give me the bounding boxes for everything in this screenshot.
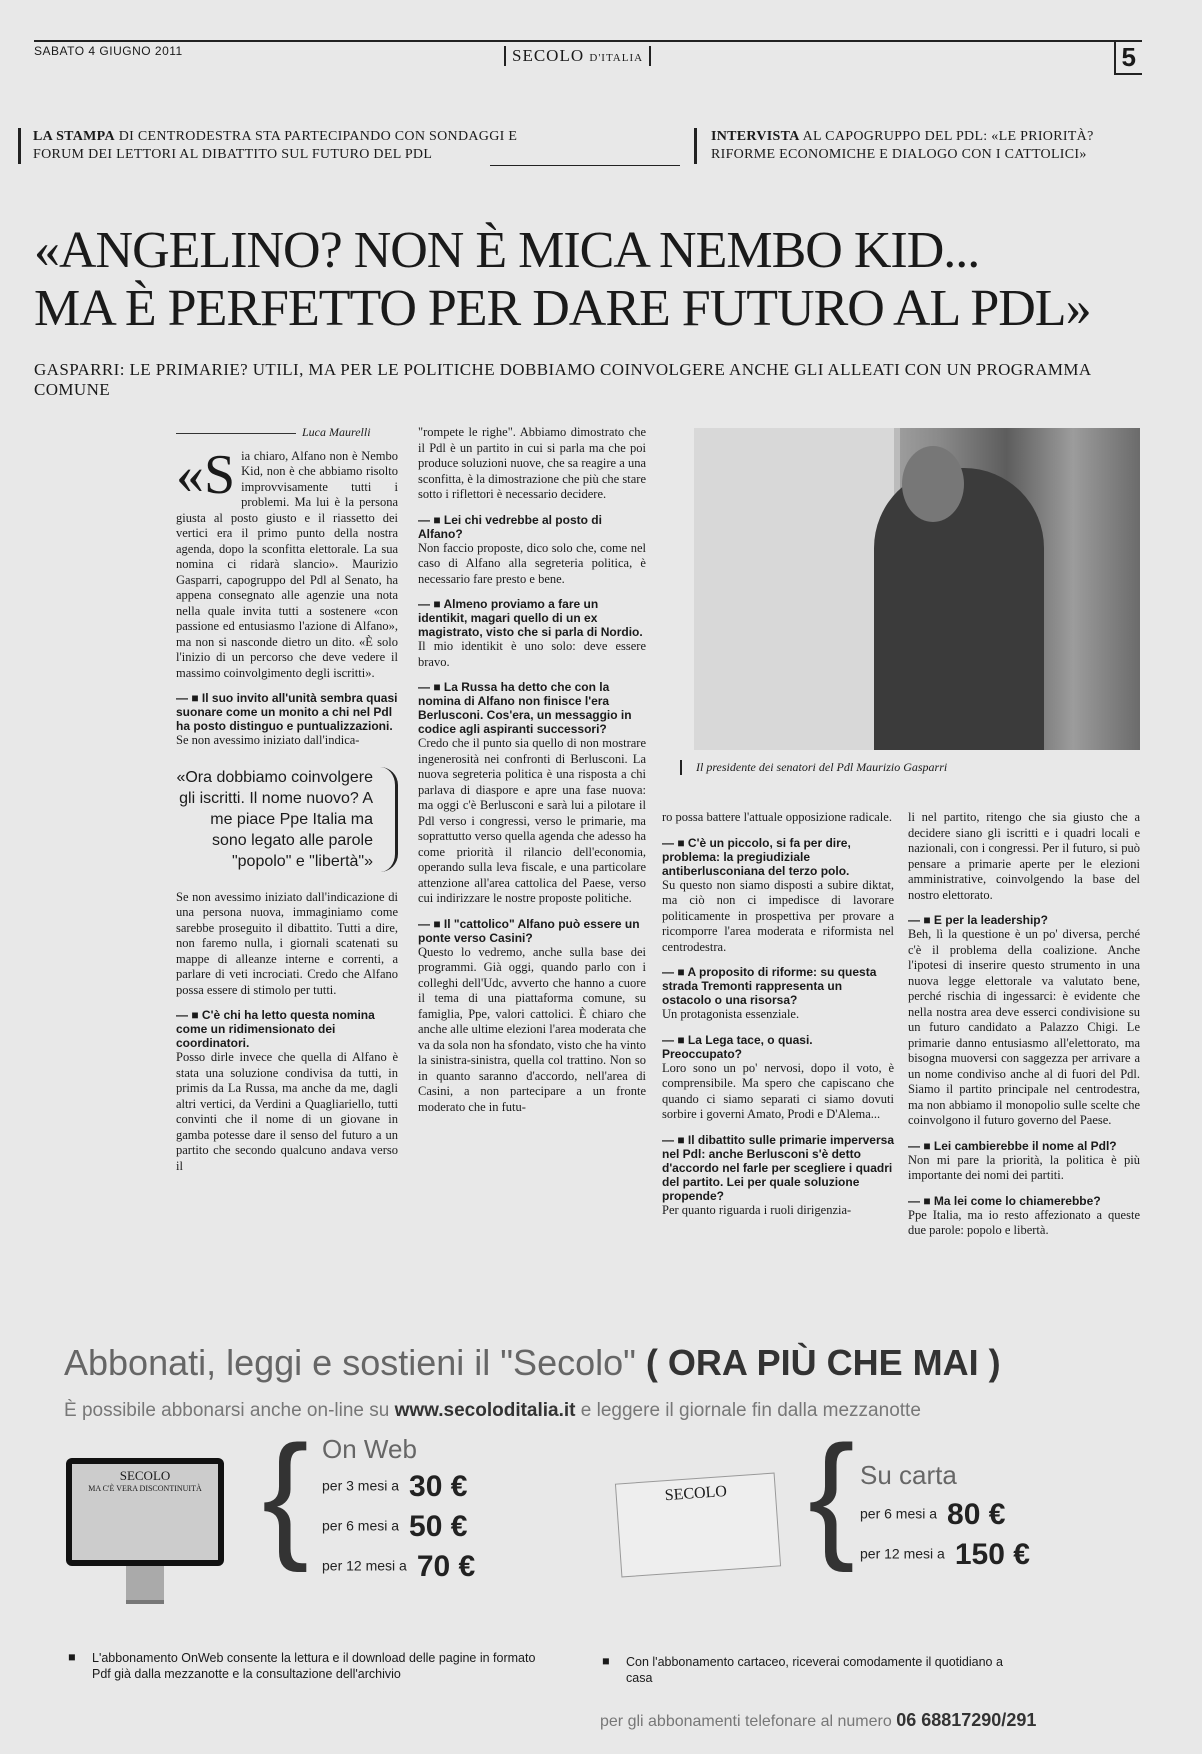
answer: ro possa battere l'attuale opposizione radicale. bbox=[662, 810, 892, 824]
print-price: 150 € bbox=[954, 1538, 1030, 1571]
subscription-ad bbox=[0, 1330, 1202, 1754]
kicker-left bbox=[18, 128, 543, 164]
web-price: 50 € bbox=[409, 1510, 468, 1543]
question: — ■ E per la leadership? bbox=[908, 913, 1140, 927]
question: — ■ A proposito di riforme: su questa strada Tremonti rappresenta un ostacolo o una risorsa? bbox=[662, 965, 894, 1007]
web-price-row bbox=[322, 1510, 467, 1544]
print-price-row bbox=[860, 1498, 1005, 1532]
note-print: ■ Con l'abbonamento cartaceo, riceverai comodamente il quotidiano a casa bbox=[626, 1654, 1006, 1686]
web-price-label: per 6 mesi a bbox=[322, 1517, 400, 1534]
kicker-divider bbox=[490, 165, 680, 166]
headline bbox=[34, 222, 1154, 338]
photo-building bbox=[694, 428, 900, 750]
photo-caption: Il presidente dei senatori del Pdl Maurizio Gasparri bbox=[680, 760, 1156, 775]
monitor-screen bbox=[72, 1464, 218, 1560]
article-column-4 bbox=[908, 810, 1140, 1239]
question: — ■ Il suo invito all'unità sembra quasi suonare come un monito a chi nel Pdl ha posto distinguo e puntualizzazioni. bbox=[176, 691, 398, 733]
kicker-left-text: DI CENTRODESTRA STA PARTECIPANDO CON SONDAGGI E FORUM DEI LETTORI AL DIBATTITO SUL FUTURO DEL PDL bbox=[33, 129, 518, 162]
monitor-stand bbox=[126, 1566, 164, 1604]
answer: Se non avessimo iniziato dall'indicazione di una persona nuova, immaginiamo come sarebbe proseguito il dibattito. Tutti a dire, non faremo nulla, i giornali scatenati su mappe di alleanze interne e correnti, a parlare di veti incrociati. Credo che Alfano possa essere di stimolo per tutti. bbox=[176, 889, 398, 997]
web-heading: On Web bbox=[322, 1434, 417, 1464]
page-number: 5 bbox=[1114, 42, 1142, 75]
ad-url: www.secoloditalia.it bbox=[394, 1400, 576, 1421]
web-price: 70 € bbox=[416, 1550, 476, 1583]
web-price-row bbox=[322, 1550, 475, 1584]
ad-subtitle-post: e leggere il giornale fin dalla mezzanotte bbox=[580, 1400, 921, 1421]
answer: Ppe Italia, ma io resto affezionato a queste due parole: popolo e libertà. bbox=[908, 1207, 1140, 1237]
kicker-right-text: AL CAPOGRUPPO DEL PDL: «LE PRIORITÀ? RIFORME ECONOMICHE E DIALOGO CON I CATTOLICI» bbox=[711, 129, 1094, 162]
article-column-2 bbox=[418, 425, 646, 1115]
question: — ■ Il "cattolico" Alfano può essere un ponte verso Casini? bbox=[418, 917, 646, 945]
answer: "rompete le righe". Abbiamo dimostrato che il Pdl è un partito in cui si parla ma che poi produce soluzioni nuove, che sa reagire a una sconfitta, è la dimostrazione che più che stare sotto i riflettori è necessario decidere. bbox=[418, 425, 646, 501]
answer: Se non avessimo iniziato dall'indica- bbox=[176, 733, 360, 747]
lead-text: ia chiaro, Alfano non è Nembo Kid, non è che abbiamo risolto improvvisamente tutti i problemi. Ma lui è la persona giusta al posto giusto e il riassetto dei vertici era il primo punto della nostra agenda, dopo la sconfitta elettorale. La sua nomina ci ridarà slancio». Maurizio Gasparri, capogruppo del Pdl al Senato, ha appena consegnato alle agenzie una nota nella quale invita tutti a sostenere «con passione ed entusiasmo l'azione di Alfano», ma non si nasconde dietro un dito. «È solo l'inizio di un percorso che deve vedere il massimo coinvolgimento degli iscritti». bbox=[176, 448, 398, 680]
pull-quote: «Ora dobbiamo coinvolgere gli iscritti. Il nome nuovo? A me piace Ppe Italia ma sono legato alle parole "popolo" e "libertà"» bbox=[176, 767, 398, 872]
article-column-3 bbox=[662, 810, 894, 1218]
brace-print: { bbox=[808, 1416, 855, 1573]
ad-subtitle-pre: È possibile abbonarsi anche on-line su bbox=[64, 1400, 390, 1421]
masthead-suffix: D'ITALIA bbox=[589, 52, 644, 64]
monitor-logo: SECOLO bbox=[119, 1468, 171, 1483]
web-price-row bbox=[322, 1470, 467, 1504]
question: — ■ La Lega tace, o quasi. Preoccupato? bbox=[662, 1033, 894, 1061]
question: — ■ C'è un piccolo, si fa per dire, problema: la pregiudiziale antiberlusconiana del terzo polo. bbox=[662, 836, 894, 878]
answer: Un protagonista essenziale. bbox=[662, 1007, 800, 1021]
ad-title-main: Abbonati, leggi e sostieni il "Secolo" bbox=[64, 1342, 636, 1383]
note-web: ■ L'abbonamento OnWeb consente la lettura e il download delle pagine in formato Pdf già dalla mezzanotte e la consultazione dell'archivio bbox=[92, 1650, 552, 1682]
kicker-right-lead: INTERVISTA bbox=[711, 129, 800, 144]
ad-title bbox=[64, 1342, 1001, 1384]
brace-web: { bbox=[262, 1416, 309, 1573]
ad-title-tag: ( ORA PIÙ CHE MAI ) bbox=[645, 1342, 1001, 1383]
question: — ■ Il dibattito sulle primarie imperversa nel Pdl: anche Berlusconi s'è detto d'accordo nel farle per scegliere i quadri del partito. Lei per quale soluzione propende? bbox=[662, 1133, 894, 1203]
subheadline: GASPARRI: LE PRIMARIE? UTILI, MA PER LE POLITICHE DOBBIAMO COINVOLGERE ANCHE GLI ALLEATI CON UN PROGRAMMA COMUNE bbox=[34, 360, 1091, 399]
web-price-label: per 12 mesi a bbox=[322, 1557, 407, 1574]
kicker-right bbox=[694, 128, 1161, 164]
headline-line-2: MA È PERFETTO PER DARE FUTURO AL PDL» bbox=[34, 280, 1091, 337]
answer: Loro sono un po' nervosi, dopo il voto, è comprensibile. Ma spero che capiscano che quando ci siamo separati ci siamo dovuti sorbire i governi Amato, Prodi e D'Alema... bbox=[662, 1060, 894, 1121]
web-price: 30 € bbox=[409, 1470, 468, 1503]
answer: Beh, lì la questione è un po' diversa, perché c'è il problema della coalizione. Anche l'ipotesi di inserire questo strumento in una nuova legge elettorale va valutato bene, perché rischia di ingessarci: è evidente che nella nostra area deve esserci condivisione su un futuro candidato a Palazzo Chigi. Le primarie danno entusiasmo all'elettorato, ma bisogna muoversi con saggezza per arrivare a un nome condiviso anche al di fuori del Pdl. Siamo il partito principale nel centrodestra, ma non abbiamo il monopolio sulle scelte che coinvolgono il futuro governo del Paese. bbox=[908, 927, 1140, 1127]
answer: li nel partito, ritengo che sia giusto che a decidere siano gli iscritti e i quadri locali e nazionali, con i congressi. Per il futuro, si può pensare a primarie aperte per le elezioni amministrative, coinvolgendo la base del nostro elettorato. bbox=[908, 810, 1140, 902]
print-price-label: per 12 mesi a bbox=[860, 1545, 945, 1562]
question: — ■ Ma lei come lo chiamerebbe? bbox=[908, 1194, 1140, 1208]
question: — ■ La Russa ha detto che con la nomina di Alfano non finisce l'era Berlusconi. Cos'era, un messaggio in codice agli aspiranti successori? bbox=[418, 680, 646, 736]
monitor-headline: MA C'È VERA DISCONTINUITÀ bbox=[88, 1484, 202, 1493]
drop-cap: «S bbox=[176, 443, 236, 506]
answer: Per quanto riguarda i ruoli dirigenzia- bbox=[662, 1202, 852, 1217]
article-column-1 bbox=[176, 425, 398, 1174]
print-price: 80 € bbox=[947, 1498, 1006, 1531]
answer: Il mio identikit è uno solo: deve essere bravo. bbox=[418, 639, 646, 669]
gasparri-photo bbox=[694, 428, 1140, 750]
monitor-icon bbox=[66, 1458, 224, 1566]
headline-line-1: «ANGELINO? NON È MICA NEMBO KID... bbox=[34, 222, 980, 279]
phone-number: 06 68817290/291 bbox=[896, 1710, 1037, 1730]
page-header bbox=[34, 40, 1142, 70]
answer: Non faccio proposte, dico solo che, come nel caso di Alfano alla segreteria politica, è necessario fare presto e bene. bbox=[418, 540, 646, 586]
answer: Posso dirle invece che quella di Alfano è stata una soluzione condivisa da tutti, in primis da La Russa, ma anche da me, dagli altri vertici, da Verdini a Quagliariello, tutti convinti che il nome di un giovane in gamba potesse dare il senso del futuro a un partito che secondo qualcuno andava verso il bbox=[176, 1050, 398, 1173]
issue-date: SABATO 4 GIUGNO 2011 bbox=[34, 44, 183, 58]
print-price-row bbox=[860, 1538, 1030, 1572]
question: — ■ Almeno proviamo a fare un identikit, magari quello di un ex magistrato, visto che si parla di Nordio. bbox=[418, 597, 646, 639]
photo-person-body bbox=[874, 468, 1044, 750]
kicker-left-lead: LA STAMPA bbox=[33, 129, 115, 144]
masthead-small bbox=[504, 46, 651, 66]
phone-text: per gli abbonamenti telefonare al numero bbox=[600, 1713, 892, 1730]
web-price-label: per 3 mesi a bbox=[322, 1477, 400, 1494]
print-heading: Su carta bbox=[860, 1460, 957, 1490]
question: — ■ Lei chi vedrebbe al posto di Alfano? bbox=[418, 513, 646, 541]
newspaper-icon bbox=[615, 1473, 781, 1578]
ad-subtitle bbox=[64, 1400, 921, 1422]
photo-person-head bbox=[902, 446, 964, 522]
masthead-name: SECOLO bbox=[512, 46, 585, 65]
answer: Non mi pare la priorità, la politica è più importante dei nomi dei partiti. bbox=[908, 1152, 1140, 1182]
answer: Questo lo vedremo, anche sulla base dei programmi. Già oggi, quando parlo con i colleghi dell'Udc, avverto che hanno a cuore il tema di una piattaforma comune, su famiglia, Ppe, valori cattolici. È chiaro che anche alle ultime elezioni l'area moderata che va da sola non ha sfondato, visto che ha vinto la sinistra-sinistra, quella col trattino. Non so in quanto saranno d'accordo, nell'area di Casini, a non partecipare a un fronte moderato che in futu- bbox=[418, 944, 646, 1114]
byline: Luca Maurelli bbox=[176, 425, 398, 441]
question: — ■ Lei cambierebbe il nome al Pdl? bbox=[908, 1139, 1140, 1153]
phone-line bbox=[600, 1710, 1036, 1731]
answer: Credo che il punto sia quello di non mostrare ingenerosità nei confronti di Berlusconi. La nuova segreteria politica è una risposta a chi parlava di diaspore e apre una fase nuova: ma oggi c'è Berlusconi e sarà lui a pilotare il Pdl verso i congressi, verso le primarie, ma soprattutto verso quella agenda che adesso ha come priorità il rilancio dell'economia, operando sulla leva fiscale, e una particolare attenzione all'area cattolica del Paese, verso cui indirizzare le nostre proposte politiche. bbox=[418, 736, 646, 905]
paper-logo: SECOLO bbox=[664, 1482, 728, 1505]
answer: Su questo non siamo disposti a subire diktat, ma ciò non ci impedisce di lavorare politicamente in prospettiva per provare a ricomporre l'area moderata e riformista nel centrodestra. bbox=[662, 877, 894, 954]
print-price-label: per 6 mesi a bbox=[860, 1505, 938, 1522]
question: — ■ C'è chi ha letto questa nomina come un ridimensionato dei coordinatori. bbox=[176, 1008, 398, 1050]
lead-paragraph bbox=[176, 443, 398, 682]
